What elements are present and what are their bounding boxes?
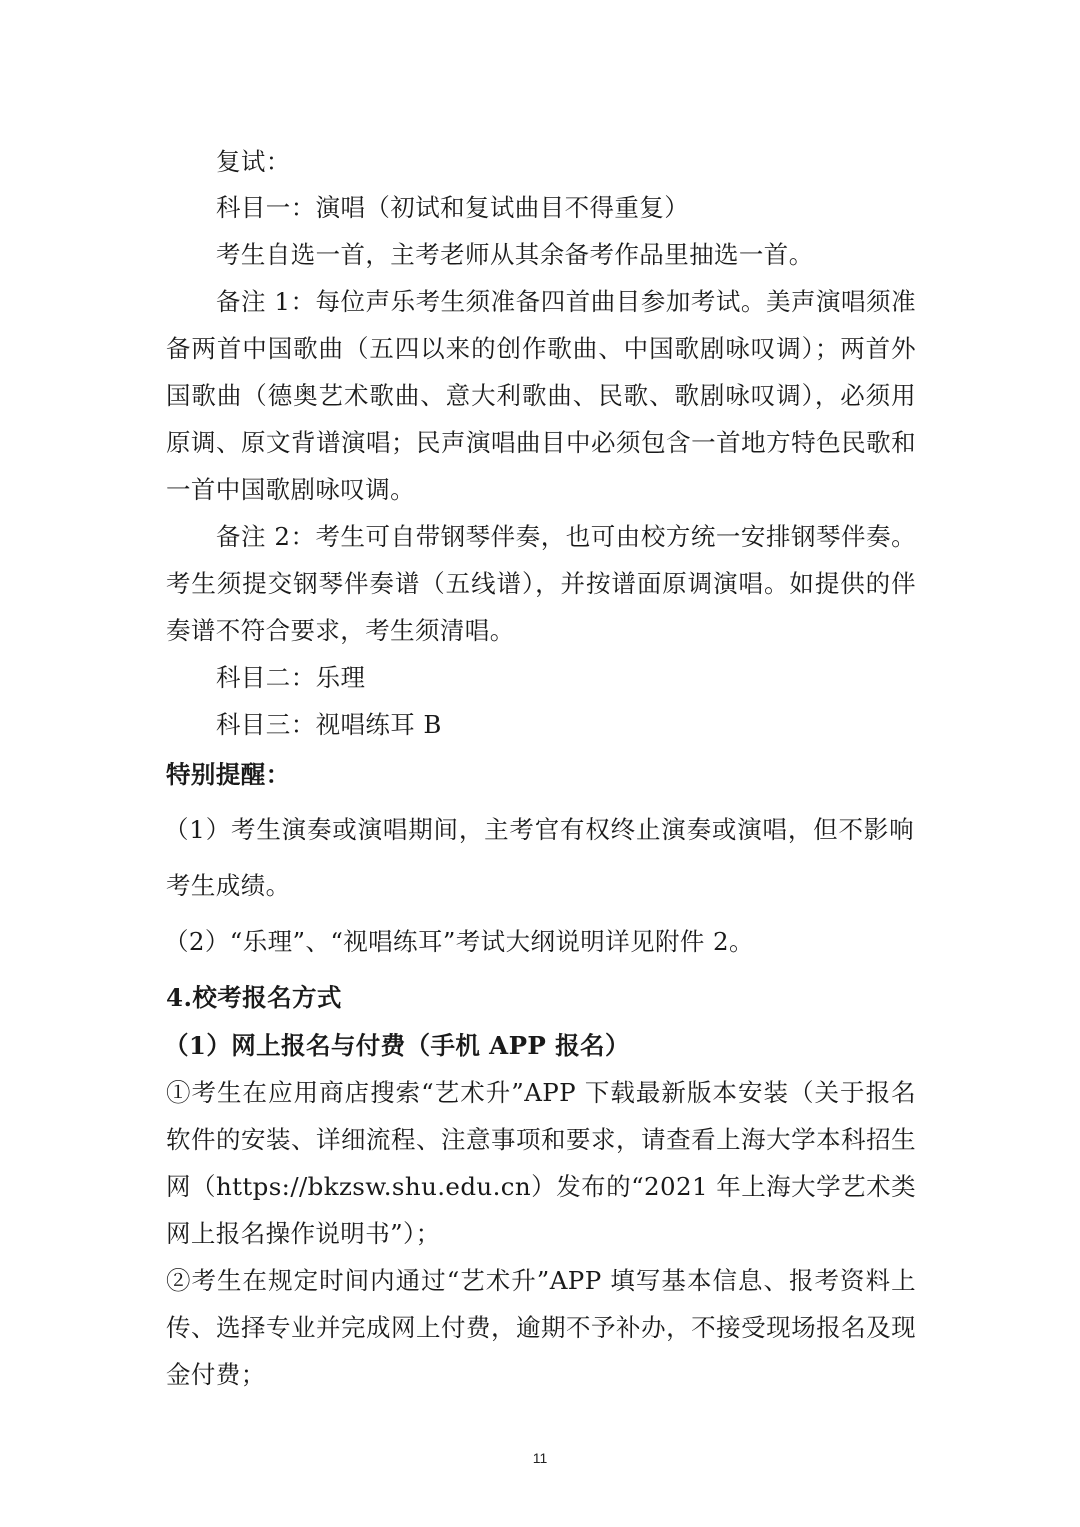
note1-line: 国歌曲（德奥艺术歌曲、意大利歌曲、民歌、歌剧咏叹调），必须用 (166, 381, 916, 410)
step1-line: 软件的安装、详细流程、注意事项和要求，请查看上海大学本科招生 (166, 1125, 916, 1154)
step2-line: 金付费； (166, 1360, 266, 1389)
note1-line: 一首中国歌剧咏叹调。 (166, 475, 415, 504)
subject3-title: 科目三：视唱练耳 B (216, 710, 442, 739)
subject1-title: 科目一：演唱（初试和复试曲目不得重复） (216, 193, 690, 222)
subject2-title: 科目二：乐理 (216, 663, 366, 692)
page-number: 11 (532, 1450, 548, 1466)
step2-line: 传、选择专业并完成网上付费，逾期不予补办，不接受现场报名及现 (166, 1313, 916, 1342)
step1-line: 网上报名操作说明书”）； (166, 1219, 441, 1248)
note1-line: 原调、原文背谱演唱；民声演唱曲目中必须包含一首地方特色民歌和 (166, 428, 916, 457)
registration-heading: 4.校考报名方式 (166, 983, 342, 1012)
note2-line: 奏谱不符合要求，考生须清唱。 (166, 616, 515, 645)
reminder-item1-line: （1）考生演奏或演唱期间，主考官有权终止演奏或演唱，但不影响 (164, 815, 914, 844)
registration-subheading: （1）网上报名与付费（手机 APP 报名） (164, 1031, 630, 1060)
reminder-item2: （2）“乐理”、“视唱练耳”考试大纲说明详见附件 2。 (164, 927, 754, 956)
note2-line: 考生须提交钢琴伴奏谱（五线谱），并按谱面原调演唱。如提供的伴 (166, 569, 916, 598)
note1-line: 备注 1：每位声乐考生须准备四首曲目参加考试。美声演唱须准 (216, 287, 916, 316)
step1-line: 网（https://bkzsw.shu.edu.cn）发布的“2021 年上海大学艺术类 (166, 1172, 916, 1201)
step1-line: ①考生在应用商店搜索“艺术升”APP 下载最新版本安装（关于报名 (166, 1078, 916, 1107)
subject1-description: 考生自选一首，主考老师从其余备考作品里抽选一首。 (216, 240, 814, 269)
step2-line: ②考生在规定时间内通过“艺术升”APP 填写基本信息、报考资料上 (166, 1266, 916, 1295)
retest-heading: 复试： (216, 147, 291, 176)
note1-line: 备两首中国歌曲（五四以来的创作歌曲、中国歌剧咏叹调）；两首外 (166, 334, 916, 363)
reminder-item1-line: 考生成绩。 (166, 871, 291, 900)
note2-line: 备注 2：考生可自带钢琴伴奏，也可由校方统一安排钢琴伴奏。 (216, 522, 916, 551)
reminder-heading: 特别提醒： (166, 760, 291, 789)
